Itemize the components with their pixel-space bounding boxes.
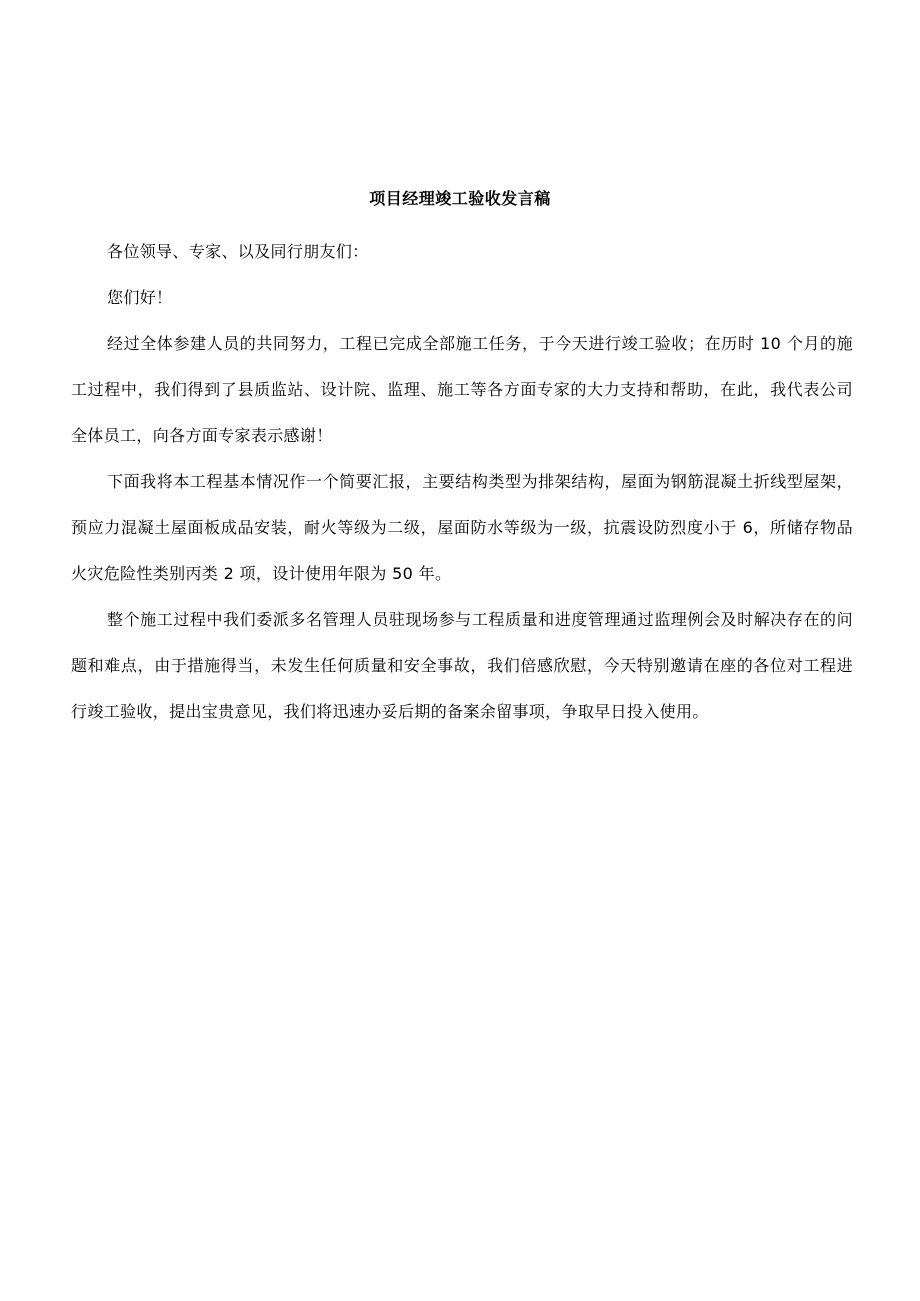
document-body <box>71 229 853 735</box>
greeting: 您们好！ <box>107 288 173 307</box>
paragraph-project-overview: 下面我将本工程基本情况作一个简要汇报，主要结构类型为排架结构，屋面为钢筋混凝土折线型屋架，预应力混凝土屋面板成品安装，耐火等级为二级，屋面防水等级为一级，抗震设防烈度小于 6，所储存物品火灾危险性类别丙类 2 项，设计使用年限为 50 年。 <box>71 472 853 583</box>
paragraph-thanks: 经过全体参建人员的共同努力，工程已完成全部施工任务，于今天进行竣工验收；在历时 10 个月的施工过程中，我们得到了县质监站、设计院、监理、施工等各方面专家的大力支持和帮助，在此，我代表公司全体员工，向各方面专家表示感谢！ <box>71 334 853 445</box>
document-title: 项目经理竣工验收发言稿 <box>369 189 551 208</box>
salutation: 各位领导、专家、以及同行朋友们： <box>107 242 369 261</box>
paragraph-construction-management: 整个施工过程中我们委派多名管理人员驻现场参与工程质量和进度管理通过监理例会及时解决存在的问题和难点，由于措施得当，未发生任何质量和安全事故，我们倍感欣慰，今天特别邀请在座的各位对工程进行竣工验收，提出宝贵意见，我们将迅速办妥后期的备案余留事项，争取早日投入使用。 <box>71 610 853 721</box>
